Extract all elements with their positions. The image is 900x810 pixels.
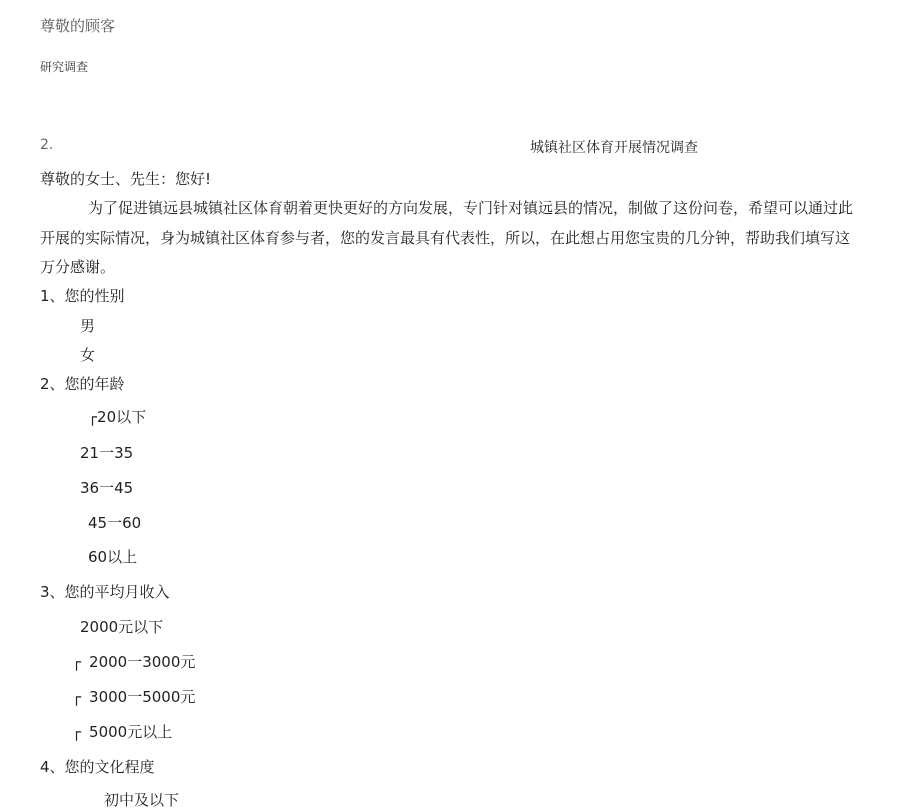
question-2-option-1-label: 20以下 [97,408,147,426]
radio-mark-icon: ┌ [72,653,82,671]
question-3-option-2-label: 2000一3000元 [89,653,196,671]
radio-mark-icon: ┌ [72,688,82,706]
question-1-option-male[interactable]: 男 [80,317,96,335]
greeting-text: 尊敬的女士、先生：您好! [40,170,212,188]
question-4-option-1[interactable]: 初中及以下 [104,791,180,809]
question-1-label: 1、您的性别 [40,287,125,305]
question-3-label: 3、您的平均月收入 [40,583,170,601]
question-3-option-2[interactable] [72,651,195,672]
question-3-option-3[interactable] [72,686,195,707]
question-2-option-2[interactable]: 21一35 [80,444,134,462]
page-header-title: 尊敬的顾客 [40,17,116,35]
survey-title: 城镇社区体育开展情况调查 [530,140,698,156]
question-2-label: 2、您的年龄 [40,375,125,393]
question-2-option-5[interactable]: 60以上 [88,548,138,566]
question-1-option-female[interactable]: 女 [80,346,96,364]
section-number: 2. [40,137,54,153]
question-3-option-3-label: 3000一5000元 [89,688,196,706]
intro-line-2: 开展的实际情况，身为城镇社区体育参与者，您的发言最具有代表性，所以，在此想占用您宝贵的几分钟，帮助我们填写这 [40,229,851,247]
question-2-option-4[interactable]: 45一60 [88,514,142,532]
question-3-option-1[interactable]: 2000元以下 [80,618,164,636]
question-2-option-3[interactable]: 36一45 [80,479,134,497]
question-3-option-4[interactable] [72,721,172,742]
question-4-label: 4、您的文化程度 [40,758,155,776]
intro-line-1: 为了促进镇远县城镇社区体育朝着更快更好的方向发展，专门针对镇远县的情况，制做了这份问卷，希望可以通过此 [88,199,854,217]
question-3-option-4-label: 5000元以上 [89,723,173,741]
intro-line-3: 万分感谢。 [40,258,116,276]
radio-mark-icon: ┌ [88,408,98,426]
page-header-subtitle: 研究调查 [40,60,89,74]
question-2-option-1[interactable] [88,406,146,427]
radio-mark-icon: ┌ [72,723,82,741]
